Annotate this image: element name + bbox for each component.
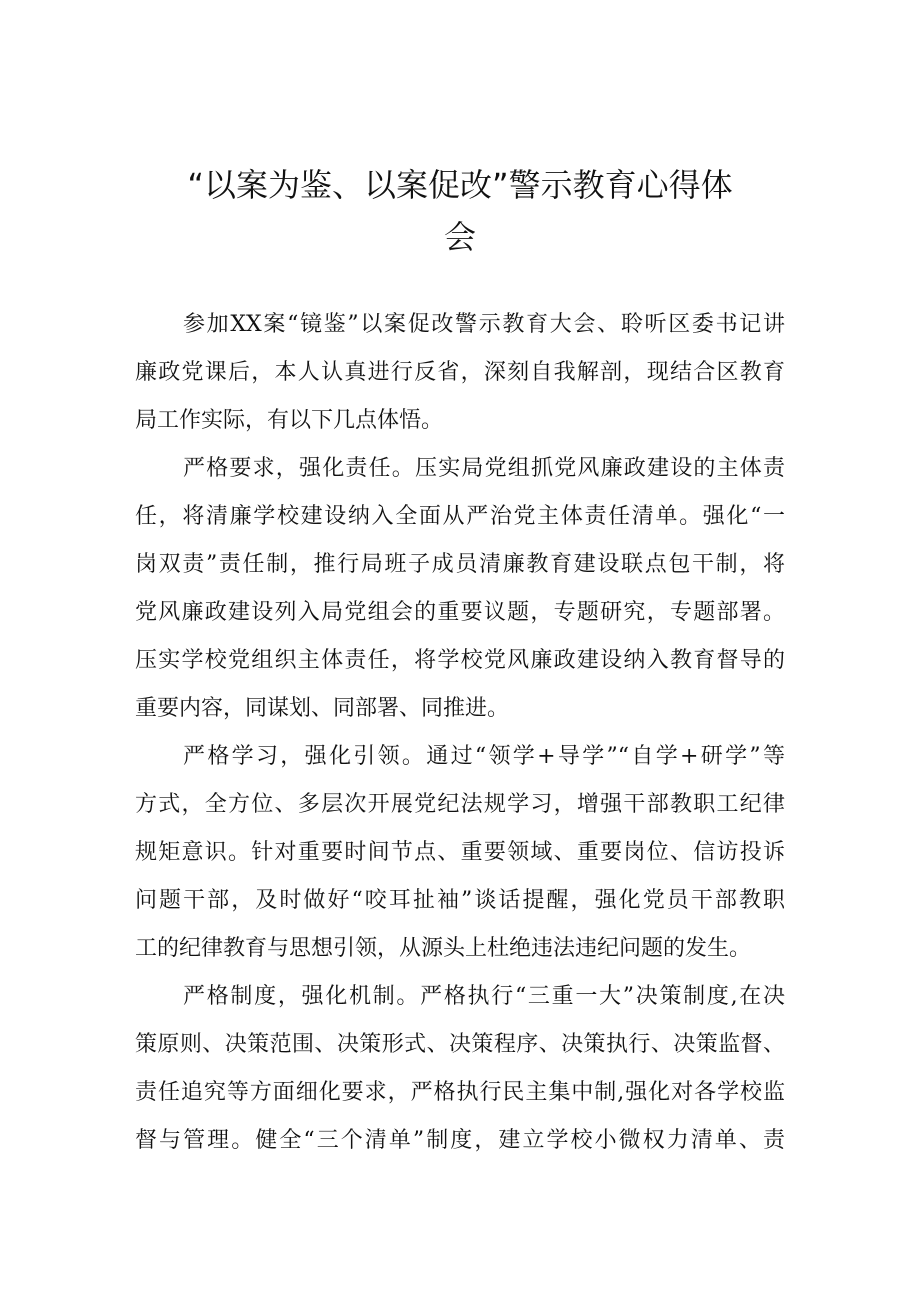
paragraph-line: 严格要求，强化责任。压实局党组抓党风廉政建设的主体责 bbox=[183, 456, 785, 481]
paragraph-line: 方式，全方位、多层次开展党纪法规学习，增强干部教职工纪律 bbox=[135, 792, 785, 817]
document-title-line: 会 bbox=[443, 218, 476, 256]
paragraph-line: 参加XX案“镜鉴”以案促改警示教育大会、聆听区委书记讲 bbox=[183, 312, 785, 337]
paragraph bbox=[135, 973, 785, 1165]
paragraph-line: 严格制度，强化机制。严格执行“三重一大”决策制度,在决 bbox=[183, 984, 785, 1009]
paragraph-line: 责任追究等方面细化要求，严格执行民主集中制,强化对各学校监 bbox=[135, 1080, 785, 1105]
paragraph-line: 局工作实际，有以下几点体悟。 bbox=[135, 408, 444, 433]
paragraph-line: 任，将清廉学校建设纳入全面从严治党主体责任清单。强化“一 bbox=[135, 504, 785, 529]
paragraph-line: 工的纪律教育与思想引领，从源头上杜绝违法违纪问题的发生。 bbox=[135, 936, 752, 961]
paragraph-line: 督与管理。健全“三个清单”制度，建立学校小微权力清单、责 bbox=[135, 1128, 785, 1153]
paragraph bbox=[135, 301, 785, 445]
paragraph bbox=[135, 445, 785, 733]
paragraph-line: 党风廉政建设列入局党组会的重要议题，专题研究，专题部署。 bbox=[135, 600, 785, 625]
paragraph-line: 问题干部，及时做好“咬耳扯袖”谈话提醒，强化党员干部教职 bbox=[135, 888, 785, 913]
paragraph-line: 规矩意识。针对重要时间节点、重要领域、重要岗位、信访投诉 bbox=[135, 840, 785, 865]
paragraph-line: 廉政党课后，本人认真进行反省，深刻自我解剖，现结合区教育 bbox=[135, 360, 785, 385]
paragraph-line: 重要内容，同谋划、同部署、同推进。 bbox=[135, 696, 510, 721]
document-title bbox=[0, 159, 920, 263]
paragraph-line: 严格学习，强化引领。通过“领学+导学”“自学+研学”等 bbox=[183, 744, 785, 769]
paragraph bbox=[135, 733, 785, 973]
paragraph-line: 岗双责”责任制，推行局班子成员清廉教育建设联点包干制，将 bbox=[135, 552, 785, 577]
paragraph-line: 压实学校党组织主体责任，将学校党风廉政建设纳入教育督导的 bbox=[135, 648, 785, 673]
document-body bbox=[135, 301, 785, 1165]
paragraph-line: 策原则、决策范围、决策形式、决策程序、决策执行、决策监督、 bbox=[135, 1032, 785, 1057]
document-title-line: “以案为鉴、以案促改”警示教育心得体 bbox=[187, 166, 733, 204]
